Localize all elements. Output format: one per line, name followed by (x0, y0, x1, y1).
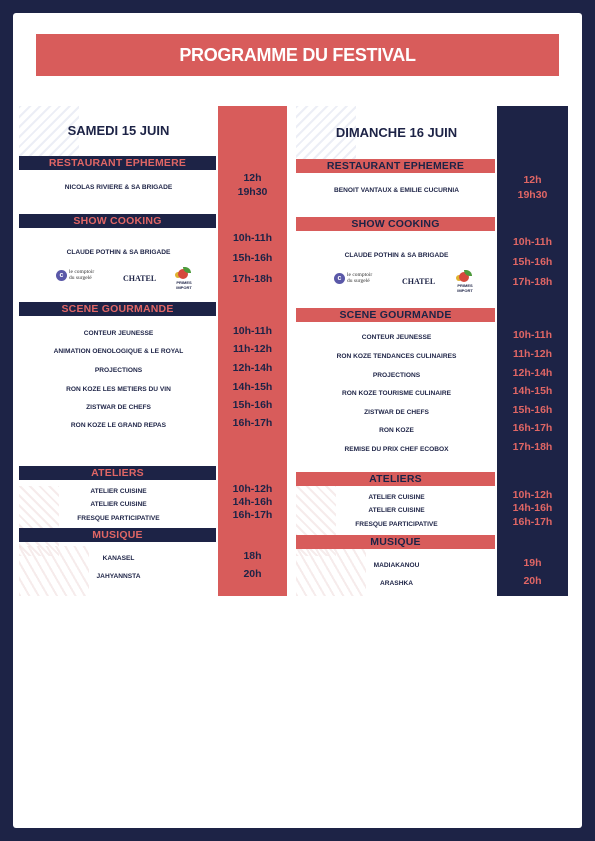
restaurant-time: 19h30 (237, 186, 268, 198)
show-cooking-time: 17h-18h (232, 273, 273, 285)
decorative-pattern (296, 546, 366, 596)
restaurant-chef: BENOIT VANTAUX & EMILIE CUCURNIA (333, 187, 460, 194)
atelier-time: 16h-17h (232, 509, 273, 521)
musique-item: MADIAKANOU (373, 562, 420, 569)
show-cooking-time: 15h-16h (232, 252, 273, 264)
scene-time: 12h-14h (232, 362, 273, 374)
scene-item: RON KOZE LE GRAND REPAS (70, 422, 167, 429)
sunday-column (296, 106, 569, 596)
show-cooking-chef: CLAUDE POTHIN & SA BRIGADE (344, 252, 449, 259)
section-header-scene-gourmande: SCENE GOURMANDE (19, 302, 216, 316)
scene-time: 10h-11h (232, 325, 273, 337)
scene-time: 10h-11h (512, 329, 553, 341)
scene-time: 16h-17h (512, 422, 553, 434)
show-cooking-chef: CLAUDE POTHIN & SA BRIGADE (66, 249, 171, 256)
scene-item: ZISTWAR DE CHEFS (86, 404, 151, 411)
comptoir-c-icon: c (56, 270, 67, 281)
comptoir-surgele-logo: c le comptoir du surgelé (56, 269, 94, 281)
scene-time: 17h-18h (512, 441, 553, 453)
atelier-time: 14h-16h (512, 502, 553, 514)
atelier-item: ATELIER CUISINE (90, 501, 147, 508)
scene-item: ANIMATION OENOLOGIQUE & LE ROYAL (53, 348, 184, 355)
scene-time: 11h-12h (232, 343, 273, 355)
scene-time: 15h-16h (512, 404, 553, 416)
musique-item: KANASEL (102, 555, 135, 562)
restaurant-time: 12h (243, 172, 262, 184)
musique-item: ARASHKA (380, 580, 413, 587)
saturday-column (19, 106, 289, 596)
show-cooking-time: 10h-11h (512, 236, 553, 248)
atelier-item: ATELIER CUISINE (368, 507, 425, 514)
scene-item: RON KOZE LES METIERS DU VIN (66, 386, 171, 393)
chatel-logo: CHATEL (402, 277, 436, 286)
scene-item: PROJECTIONS (94, 367, 143, 374)
restaurant-time: 12h (523, 174, 542, 186)
show-cooking-time: 10h-11h (232, 232, 273, 244)
scene-item: RON KOZE (379, 427, 414, 434)
scene-time: 16h-17h (232, 417, 273, 429)
scene-item: PROJECTIONS (372, 372, 421, 379)
scene-time: 14h-15h (512, 385, 553, 397)
musique-time: 20h (523, 575, 542, 587)
musique-time: 19h (523, 557, 542, 569)
restaurant-time: 19h30 (517, 189, 548, 201)
section-header-show-cooking: SHOW COOKING (19, 214, 216, 228)
musique-item: JAHYANNSTA (96, 573, 141, 580)
section-header-restaurant: RESTAURANT EPHEMERE (19, 156, 216, 170)
scene-item: REMISE DU PRIX CHEF ECOBOX (344, 446, 449, 453)
section-header-restaurant: RESTAURANT EPHEMERE (296, 159, 495, 173)
atelier-time: 16h-17h (512, 516, 553, 528)
scene-item: RON KOZE TENDANCES CULINAIRES (336, 353, 457, 360)
atelier-time: 10h-12h (512, 489, 553, 501)
show-cooking-time: 17h-18h (512, 276, 553, 288)
day-title: DIMANCHE 16 JUIN (335, 125, 458, 140)
scene-time: 15h-16h (232, 399, 273, 411)
decorative-pattern (19, 546, 89, 596)
scene-item: ZISTWAR DE CHEFS (364, 409, 429, 416)
comptoir-c-icon: c (334, 273, 345, 284)
section-header-scene-gourmande: SCENE GOURMANDE (296, 308, 495, 322)
chatel-logo: CHATEL (123, 274, 157, 283)
scene-item: RON KOZE TOURISME CULINAIRE (341, 390, 452, 397)
comptoir-surgele-logo: c le comptoir du surgelé (334, 272, 372, 284)
page-title: PROGRAMME DU FESTIVAL (36, 34, 559, 76)
scene-item: CONTEUR JEUNESSE (361, 334, 432, 341)
musique-time: 20h (243, 568, 262, 580)
day-title: SAMEDI 15 JUIN (67, 123, 170, 138)
atelier-item: ATELIER CUISINE (90, 488, 147, 495)
atelier-item: FRESQUE PARTICIPATIVE (355, 521, 438, 528)
atelier-item: FRESQUE PARTICIPATIVE (77, 515, 160, 522)
section-header-show-cooking: SHOW COOKING (296, 217, 495, 231)
scene-time: 12h-14h (512, 367, 553, 379)
musique-time: 18h (243, 550, 262, 562)
atelier-item: ATELIER CUISINE (368, 494, 425, 501)
show-cooking-time: 15h-16h (512, 256, 553, 268)
programme-page (13, 13, 582, 828)
fruit-logo-icon: PRIMES IMPORT (455, 270, 475, 288)
section-header-musique: MUSIQUE (296, 535, 495, 549)
atelier-time: 14h-16h (232, 496, 273, 508)
section-header-ateliers: ATELIERS (296, 472, 495, 486)
scene-item: CONTEUR JEUNESSE (83, 330, 154, 337)
section-header-musique: MUSIQUE (19, 528, 216, 542)
section-header-ateliers: ATELIERS (19, 466, 216, 480)
atelier-time: 10h-12h (232, 483, 273, 495)
restaurant-chef: NICOLAS RIVIERE & SA BRIGADE (64, 184, 173, 191)
scene-time: 11h-12h (512, 348, 553, 360)
scene-time: 14h-15h (232, 381, 273, 393)
fruit-logo-icon: PRIMES IMPORT (174, 267, 194, 285)
